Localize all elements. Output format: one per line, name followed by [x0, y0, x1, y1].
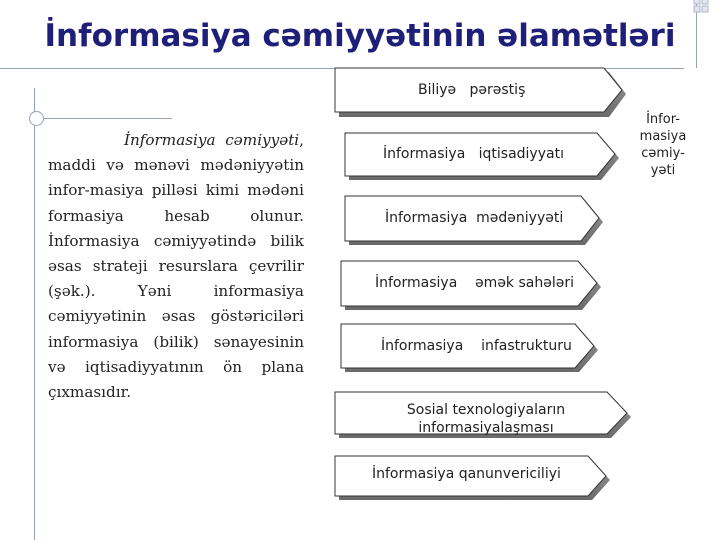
arrow-5-label: İnformasiya infastrukturu: [381, 338, 572, 354]
side-label-line: İnfor-: [646, 112, 680, 127]
arrow-1-label: Biliyə pərəstiş: [418, 82, 526, 98]
side-label-line: masiya: [639, 129, 687, 144]
arrow-3-label: İnformasiya mədəniyyəti: [385, 210, 564, 226]
page-title: İnformasiya cəmiyyətinin əlamətləri: [44, 18, 676, 54]
paragraph-text: , maddi və mənəvi mədəniyyətin infor-masiya pilləsi kimi mədəni formasiya hesab olunur. İnformasiya cəmiyyətində bilik əsas strateji resurslara çevrilir (şək.). Yəni informasiya cəmiyyətinin əsas göstəriciləri informasiya (bilik) sənayesinin və iqtisadiyyatının ön plana çıxmasıdır.: [48, 131, 304, 402]
side-label-line: yəti: [650, 163, 676, 178]
side-label: [628, 111, 698, 179]
arrow-4-label: İnformasiya əmək sahələri: [375, 275, 575, 291]
arrow-2-label: İnformasiya iqtisadiyyatı: [383, 146, 564, 162]
arrow-7-label: İnformasiya qanunvericiliyi: [372, 466, 561, 482]
side-label-line: cəmiy-: [641, 146, 685, 161]
arrow-6-label: Sosial texnologiyaların informasiyalaşması: [406, 402, 566, 436]
paragraph-italic-term: İnformasiya cəmiyyəti: [124, 131, 300, 149]
